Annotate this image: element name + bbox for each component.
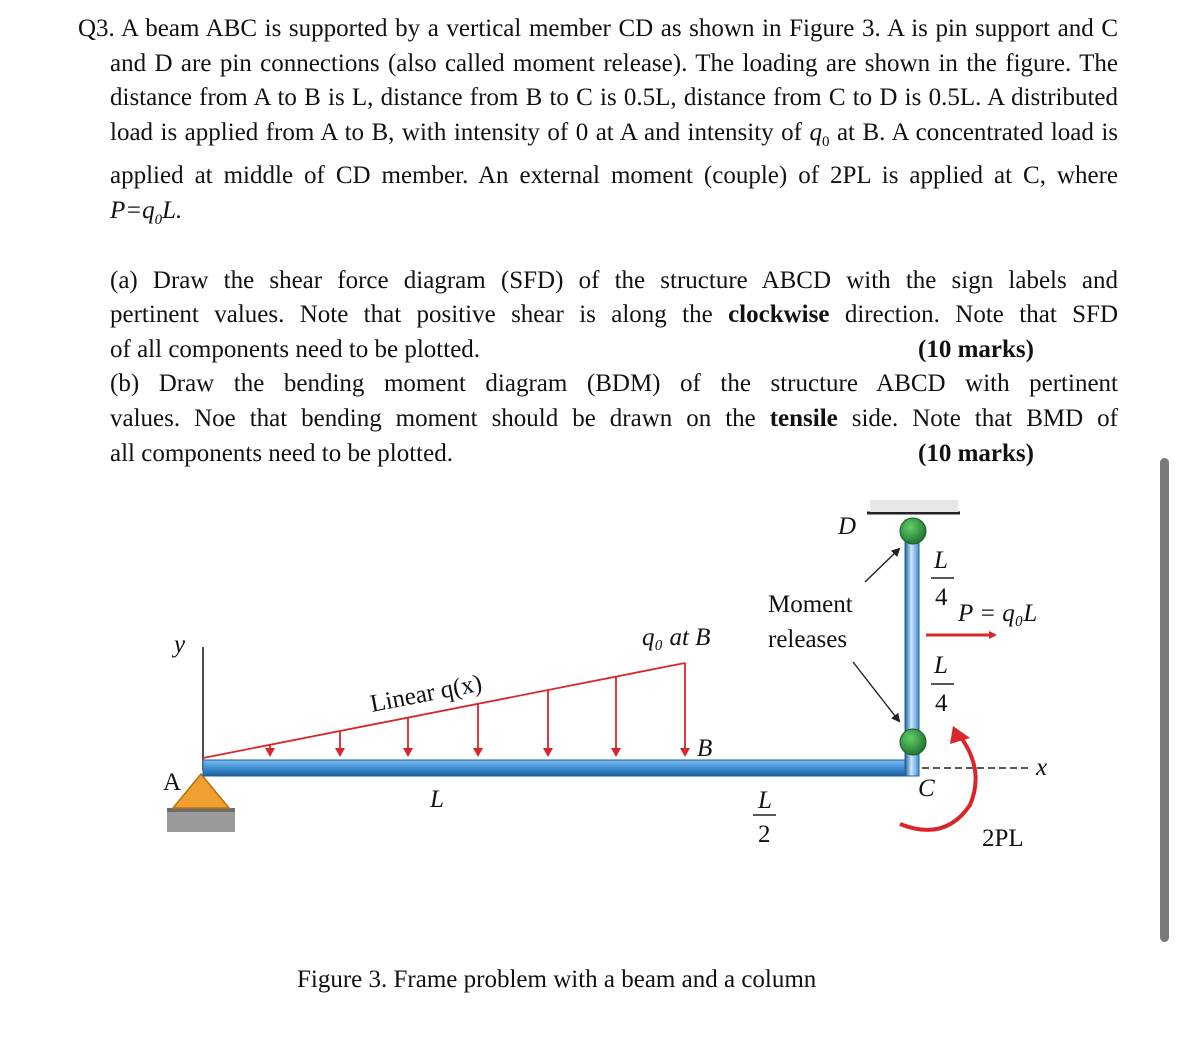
q0-symbol: q [809,118,822,146]
pointer-to-d [865,549,899,582]
beam-abc [203,760,919,776]
figure-caption: Figure 3. Frame problem with a beam and a column [297,966,817,993]
part-a-line2-post: direction. Note that SFD [844,301,1118,329]
quarter-top-denominator: 4 [935,584,948,611]
x-axis-label: x [1036,754,1048,781]
label-c: C [918,775,935,802]
y-axis-label: y [174,631,186,658]
part-b-marks: (10 marks) [918,439,1034,467]
part-b-line2-post: side. Note that BMD of [851,404,1118,432]
quarter-bot-numerator: L [934,652,948,679]
couple-formula-sub: 0 [154,211,163,228]
lead-line-3: the figure. The distance from A to B is L, distance from B to C is 0.5L, distance from C to [110,49,1118,112]
part-a-line3-text: of all components need to be plotted. [110,335,481,363]
part-b-emphasis: tensile [769,404,838,432]
load-arrow-head [265,748,275,757]
q0-prefix: of [781,118,802,146]
load-arrow-head [680,748,690,757]
half-l-numerator: L [758,787,772,814]
lead-line-4: D is 0.5L. A distributed load is applied from A to B, with intensity of 0 at A and intensity [110,84,1119,146]
q0-subscript: 0 [821,133,830,150]
couple-text: (couple) of 2PL is applied at C, where [703,162,1118,190]
load-arrow-head [473,748,483,757]
top-support-hatch [870,500,958,512]
lead-line-1: Q3. A beam ABC is supported by a vertical member CD as shown in Figure 3. A is pin support [78,15,1051,42]
hinge-lower [900,729,926,755]
couple-label: 2PL [982,825,1024,852]
couple-arrowhead [950,726,970,744]
part-b-line1: (b) Draw the bending moment diagram (BDM) of the structure ABCD with pertinent [110,370,1118,398]
linear-load-label: Linear q(x) [367,669,485,718]
load-arrow-head [543,748,553,757]
hinge-d [900,518,926,544]
part-b-line3-text: all components need to be plotted. [110,439,453,467]
ground-hatch [167,810,235,832]
label-a: A [163,769,182,796]
moment-releases-line2: releases [768,626,848,653]
quarter-top-numerator: L [934,547,948,574]
half-l-denominator: 2 [758,821,771,848]
lead-line-5: at B. A concentrated load is applied at middle of CD member. An external moment [110,118,1119,190]
couple-formula-end: L. [162,196,183,224]
part-a-line1: (a) Draw the shear force diagram (SFD) of the structure ABCD with the sign labels and [110,266,1118,294]
part-a-emphasis: clockwise [728,301,830,329]
load-arrow-head [403,748,413,757]
load-arrow-head [335,748,345,757]
pointer-to-lower-hinge [853,662,899,721]
span-ab-label: L [430,786,444,813]
label-b: B [697,735,713,762]
part-b-line2-pre: values. Noe that bending moment should be drawn on the [110,404,756,432]
couple-formula: P=q [110,196,155,224]
quarter-bot-denominator: 4 [935,690,948,717]
label-d: D [838,513,857,540]
part-a-line2-pre: pertinent values. Note that positive shear is along the [110,301,713,329]
lead-line-2: and C and D are pin connections (also called moment release). The loading are shown in [110,15,1119,77]
moment-releases-line1: Moment [768,591,853,618]
q0-at-b-label: q₀ at B [642,624,711,651]
pin-support-a [173,774,229,808]
part-a-marks: (10 marks) [918,335,1034,363]
load-arrow-head [611,748,621,757]
point-load-label: P = q₀L [958,600,1038,627]
vertical-scrollbar[interactable] [1160,458,1169,942]
